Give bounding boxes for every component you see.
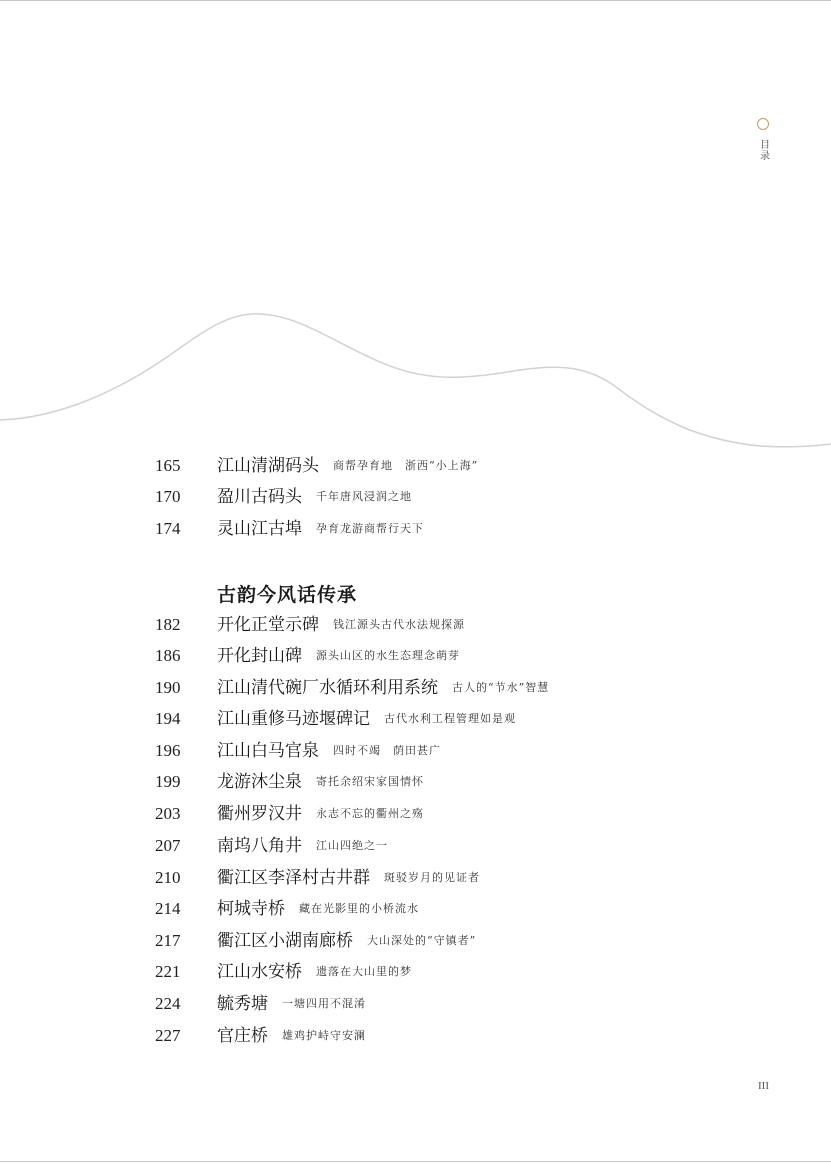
entry-title: 开化封山碑 源头山区的水生态理念萌芽	[217, 646, 460, 666]
decorative-wave	[0, 300, 831, 460]
entry-title: 江山白马官泉 四时不竭 荫田甚广	[217, 741, 441, 761]
entry-page: 165	[155, 456, 181, 475]
section-heading: 古韵今风话传承	[217, 584, 358, 606]
entry-page: 194	[155, 709, 181, 728]
entry-subtitle: 千年唐风浸润之地	[316, 490, 412, 503]
entry-page: 199	[155, 772, 181, 791]
entry-page: 224	[155, 994, 181, 1013]
entry-page: 221	[155, 962, 181, 981]
entry-subtitle: 遗落在大山里的梦	[316, 965, 412, 978]
entry-title: 江山清湖码头 商帮孕育地 浙西“小上海”	[217, 456, 479, 476]
entry-title: 柯城寺桥 藏在光影里的小桥流水	[217, 899, 419, 919]
side-marker	[756, 118, 770, 165]
entry-title: 衢江区小湖南廊桥 大山深处的“守镇者”	[217, 931, 477, 951]
entry-subtitle: 江山四绝之一	[316, 839, 388, 852]
entry-subtitle: 古人的“节水”智慧	[452, 681, 550, 694]
entry-title: 江山重修马迹堰碑记 古代水利工程管理如是观	[217, 709, 516, 729]
page-number: III	[758, 1080, 769, 1092]
entry-title: 开化正堂示碑 钱江源头古代水法规探源	[217, 615, 465, 635]
entry-page: 214	[155, 899, 181, 918]
entry-page: 227	[155, 1026, 181, 1045]
entry-title: 盈川古码头 千年唐风浸润之地	[217, 487, 412, 507]
entry-page: 190	[155, 678, 181, 697]
entry-subtitle: 雄鸡护峙守安澜	[282, 1029, 366, 1042]
entry-page: 196	[155, 741, 181, 760]
entry-subtitle: 商帮孕育地 浙西“小上海”	[333, 459, 479, 472]
entry-subtitle: 钱江源头古代水法规探源	[333, 618, 465, 631]
entry-subtitle: 寄托余绍宋家国情怀	[316, 775, 424, 788]
entry-title: 毓秀塘 一塘四用不混淆	[217, 994, 366, 1014]
entry-page: 186	[155, 646, 181, 665]
circle-icon	[757, 118, 769, 130]
entry-page: 170	[155, 487, 181, 506]
top-border	[0, 0, 831, 1]
entry-page: 210	[155, 868, 181, 887]
side-label: 目录	[757, 139, 769, 161]
entry-page: 174	[155, 519, 181, 538]
entry-subtitle: 一塘四用不混淆	[282, 997, 366, 1010]
entry-subtitle: 永志不忘的衢州之殇	[316, 807, 424, 820]
entry-subtitle: 大山深处的“守镇者”	[367, 934, 477, 947]
entry-title: 官庄桥 雄鸡护峙守安澜	[217, 1026, 366, 1046]
entry-page: 203	[155, 804, 181, 823]
bottom-border	[0, 1161, 831, 1162]
entry-title: 江山水安桥 遗落在大山里的梦	[217, 962, 412, 982]
entry-title: 南坞八角井 江山四绝之一	[217, 836, 388, 856]
entry-page: 182	[155, 615, 181, 634]
entry-title: 衢州罗汉井 永志不忘的衢州之殇	[217, 804, 424, 824]
entry-title: 衢江区李泽村古井群 斑驳岁月的见证者	[217, 868, 480, 888]
entry-title: 江山清代碗厂水循环利用系统 古人的“节水”智慧	[217, 678, 550, 698]
entry-subtitle: 源头山区的水生态理念萌芽	[316, 649, 460, 662]
entry-subtitle: 孕育龙游商帮行天下	[316, 522, 424, 535]
entry-page: 217	[155, 931, 181, 950]
entry-title: 灵山江古埠 孕育龙游商帮行天下	[217, 519, 424, 539]
entry-subtitle: 藏在光影里的小桥流水	[299, 902, 419, 915]
entry-subtitle: 古代水利工程管理如是观	[384, 712, 516, 725]
entry-subtitle: 斑驳岁月的见证者	[384, 871, 480, 884]
entry-title: 龙游沐尘泉 寄托余绍宋家国情怀	[217, 772, 424, 792]
entry-page: 207	[155, 836, 181, 855]
entry-subtitle: 四时不竭 荫田甚广	[333, 744, 441, 757]
